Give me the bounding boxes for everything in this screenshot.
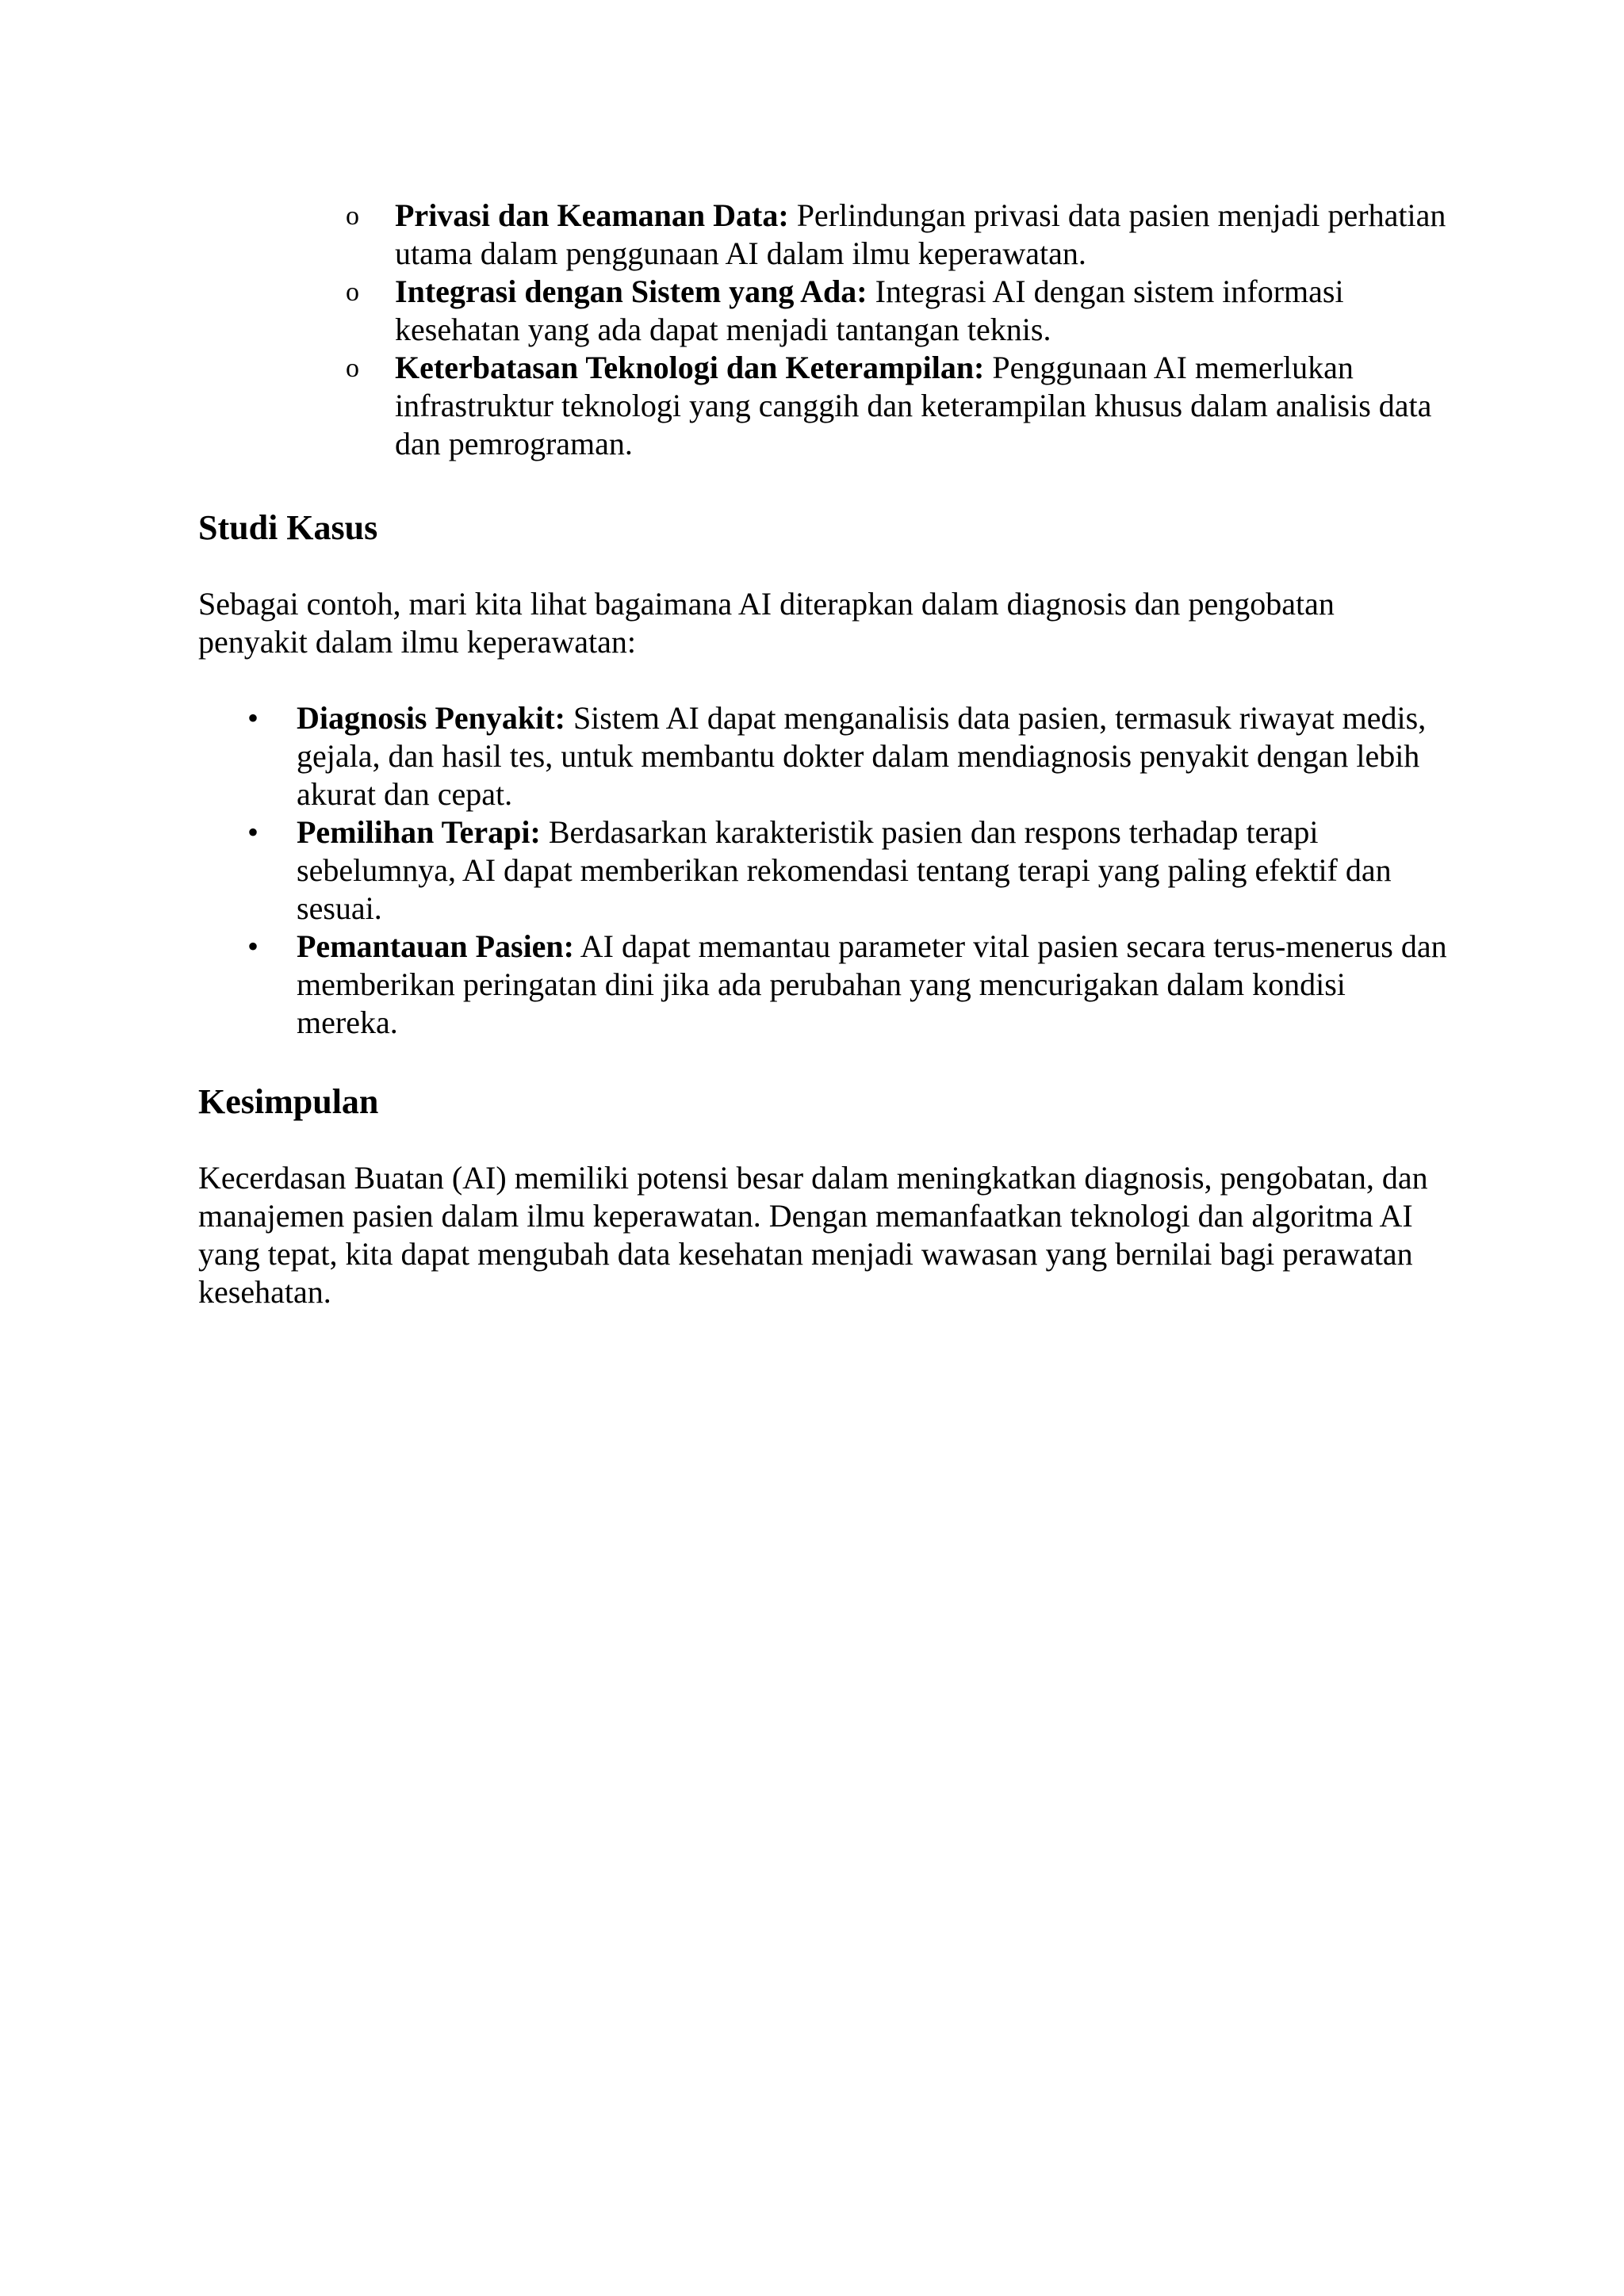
sub-list-item [198,197,1451,273]
sub-list-item-title: Integrasi dengan Sistem yang Ada: [395,274,868,309]
disc-bullet-icon: • [247,814,259,850]
list-item-title: Pemilihan Terapi: [297,814,541,850]
circle-bullet-icon: o [346,354,359,383]
list-item [198,699,1451,813]
studi-kasus-intro: Sebagai contoh, mari kita lihat bagaimana AI diterapkan dalam diagnosis dan pengobatan penyakit dalam ilmu keperawatan: [198,586,1335,660]
list-item-title: Pemantauan Pasien: [297,928,574,964]
list-item-text: Sistem AI dapat menganalisis data pasien, termasuk riwayat medis, gejala, dan hasil tes, untuk membantu dokter dalam mendiagnosis penyakit dengan lebih akurat dan cepat. [297,700,1427,812]
list-item-text: AI dapat memantau parameter vital pasien secara terus-menerus dan memberikan peringatan dini jika ada perubahan yang mencurigakan dalam kondisi mereka. [297,928,1447,1040]
sub-list-item [198,349,1451,463]
challenges-sub-list [198,197,1451,463]
sub-list-item-text: Integrasi AI dengan sistem informasi kesehatan yang ada dapat menjadi tantangan teknis. [395,274,1344,347]
list-item-title: Diagnosis Penyakit: [297,700,565,736]
circle-bullet-icon: o [346,201,359,231]
sub-list-item-text: Penggunaan AI memerlukan infrastruktur teknologi yang canggih dan keterampilan khusus dalam analisis data dan pemrograman. [395,350,1432,461]
section-heading-kesimpulan: Kesimpulan [198,1082,379,1121]
disc-bullet-icon: • [247,928,259,964]
list-item-text: Berdasarkan karakteristik pasien dan respons terhadap terapi sebelumnya, AI dapat memberikan rekomendasi tentang terapi yang paling efektif dan sesuai. [297,814,1392,926]
sub-list-item [198,273,1451,349]
disc-bullet-icon: • [247,700,259,736]
list-item [198,928,1451,1042]
list-item [198,813,1451,928]
section-heading-studi-kasus: Studi Kasus [198,508,378,547]
sub-list-item-title: Keterbatasan Teknologi dan Keterampilan: [395,350,985,385]
sub-list-item-text: Perlindungan privasi data pasien menjadi perhatian utama dalam penggunaan AI dalam ilmu keperawatan. [395,197,1446,271]
circle-bullet-icon: o [346,277,359,307]
document-content [198,197,1451,1311]
kesimpulan-paragraph: Kecerdasan Buatan (AI) memiliki potensi besar dalam meningkatkan diagnosis, pengobatan, dan manajemen pasien dalam ilmu keperawatan. Dengan memanfaatkan teknologi dan algoritma AI yang tepat, kita dapat mengubah data kesehatan menjadi wawasan yang bernilai bagi perawatan kesehatan. [198,1160,1428,1310]
studi-kasus-list [198,699,1451,1042]
sub-list-item-title: Privasi dan Keamanan Data: [395,197,789,233]
